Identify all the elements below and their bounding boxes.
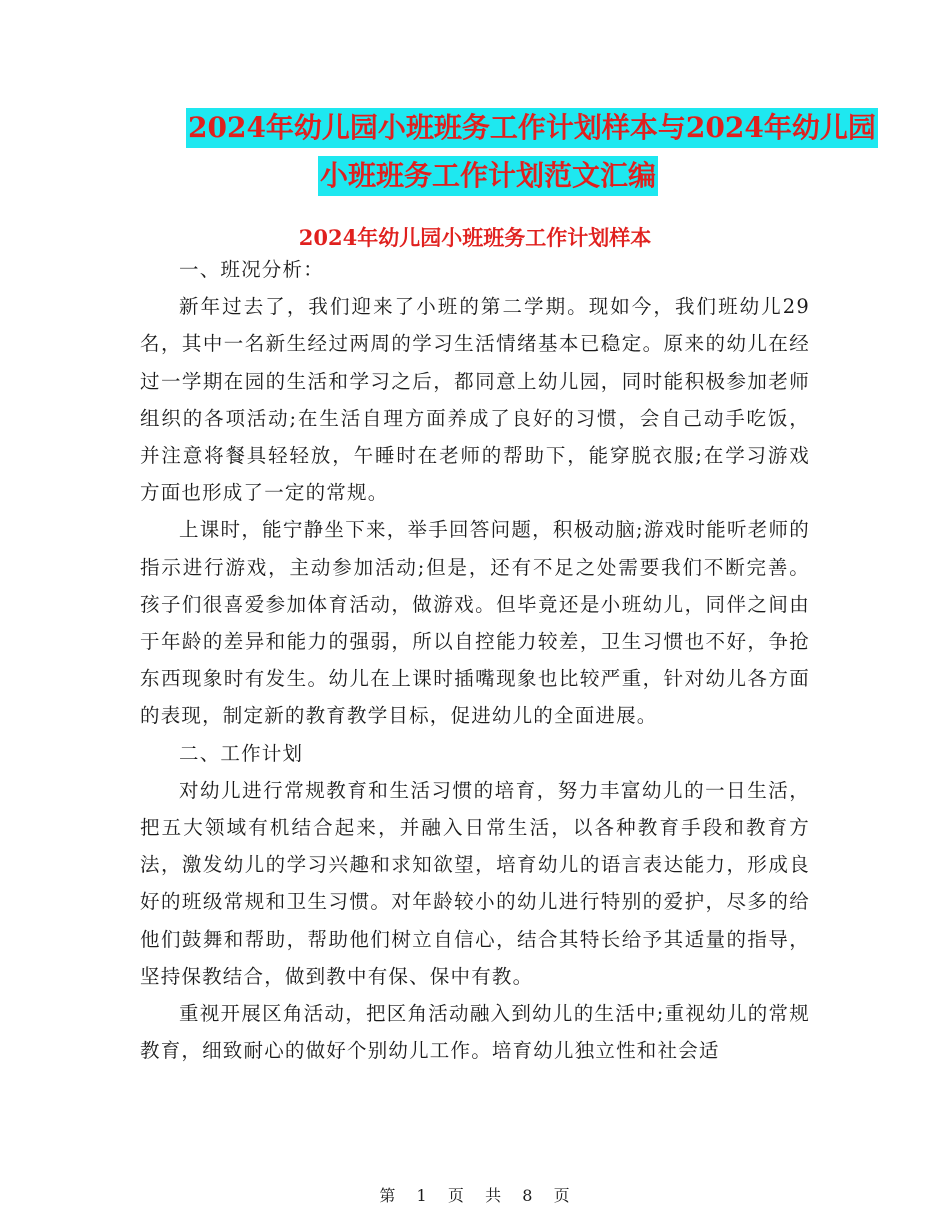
title-line-2: 小班班务工作计划范文汇编 xyxy=(318,156,658,196)
title-line-1: 2024年幼儿园小班班务工作计划样本与2024年幼儿园 xyxy=(186,108,878,148)
footer-page-total: 8 xyxy=(522,1186,534,1205)
footer-page-current: 1 xyxy=(416,1186,428,1205)
paragraph: 上课时，能宁静坐下来，举手回答问题，积极动脑;游戏时能听老师的指示进行游戏，主动参加活动;但是，还有不足之处需要我们不断完善。孩子们很喜爱参加体育活动，做游戏。但毕竟还是小班幼儿，同伴之间由于年龄的差异和能力的强弱，所以自控能力较差，卫生习惯也不好，争抢东西现象时有发生。幼儿在上课时插嘴现象也比较严重，针对幼儿各方面的表现，制定新的教育教学目标，促进幼儿的全面进展。 xyxy=(140,518,810,728)
paragraph-heading-1: 一、班况分析： xyxy=(179,258,324,281)
paragraph: 重视开展区角活动，把区角活动融入到幼儿的生活中;重视幼儿的常规教育，细致耐心的做好个别幼儿工作。培育幼儿独立性和社会适 xyxy=(140,1002,810,1063)
page-footer xyxy=(0,1186,950,1206)
footer-label-ye: 页 xyxy=(447,1186,465,1205)
footer-label-page: 第 xyxy=(379,1186,397,1205)
document-body xyxy=(140,251,810,1069)
paragraph-heading-2: 二、工作计划 xyxy=(179,741,304,765)
footer-label-total: 共 xyxy=(485,1186,503,1205)
paragraph: 对幼儿进行常规教育和生活习惯的培育，努力丰富幼儿的一日生活，把五大领域有机结合起来，并融入日常生活，以各种教育手段和教育方法，激发幼儿的学习兴趣和求知欲望，培育幼儿的语言表达能力，形成良好的班级常规和卫生习惯。对年龄较小的幼儿进行特别的爱护，尽多的给他们鼓舞和帮助，帮助他们树立自信心，结合其特长给予其适量的指导，坚持保教结合，做到教中有保、保中有教。 xyxy=(140,778,810,988)
footer-label-ye2: 页 xyxy=(553,1186,571,1205)
paragraph: 新年过去了，我们迎来了小班的第二学期。现如今，我们班幼儿29名，其中一名新生经过两周的学习生活情绪基本已稳定。原来的幼儿在经过一学期在园的生活和学习之后，都同意上幼儿园，同时能积极参加老师组织的各项活动;在生活自理方面养成了良好的习惯，会自己动手吃饭，并注意将餐具轻轻放，午睡时在老师的帮助下，能穿脱衣服;在学习游戏方面也形成了一定的常规。 xyxy=(140,295,810,505)
section-subtitle: 2024年幼儿园小班班务工作计划样本 xyxy=(298,225,652,250)
